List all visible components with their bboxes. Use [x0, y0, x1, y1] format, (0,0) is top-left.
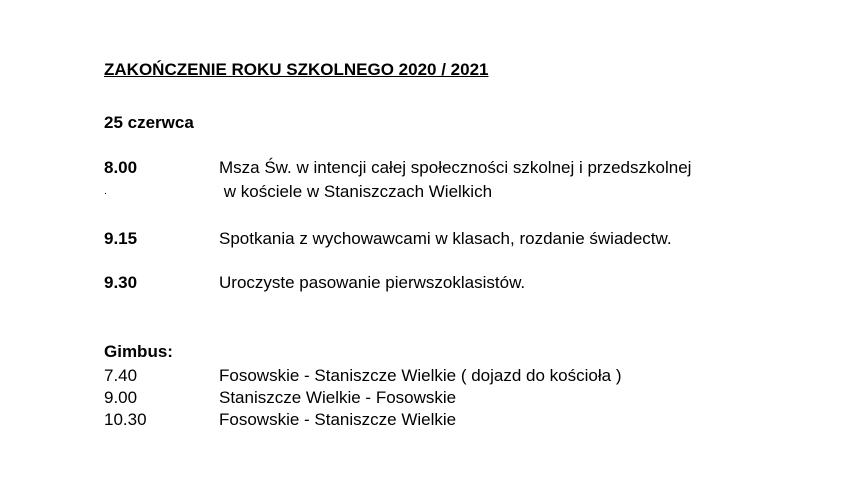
schedule-desc-3: Uroczyste pasowanie pierwszoklasistów.: [219, 273, 526, 292]
list-marker: .: [104, 186, 107, 197]
event-date: 25 czerwca: [104, 113, 194, 132]
bus-route-3: Fosowskie - Staniszcze Wielkie: [219, 410, 457, 429]
schedule-desc-1-line2: [219, 180, 492, 204]
schedule-time-1: 8.00: [104, 158, 138, 177]
schedule-desc-2: Spotkania z wychowawcami w klasach, rozdanie świadectw.: [219, 229, 672, 248]
bus-time-3: 10.30: [104, 410, 147, 429]
bus-route-2: Staniszcze Wielkie - Fosowskie: [219, 388, 457, 407]
schedule-time-3: 9.30: [104, 273, 138, 292]
schedule-desc-1-line1: Msza Św. w intencji całej społeczności szkolnej i przedszkolnej: [219, 158, 692, 177]
schedule-desc-1-line2-text: w kościele w Staniszczach Wielkich: [223, 182, 493, 201]
bus-section-title: Gimbus:: [104, 342, 173, 361]
bus-time-2: 9.00: [104, 388, 138, 407]
bus-time-1: 7.40: [104, 366, 138, 385]
bus-route-1: Fosowskie - Staniszcze Wielkie ( dojazd do kościoła ): [219, 366, 622, 385]
document-title: ZAKOŃCZENIE ROKU SZKOLNEGO 2020 / 2021: [104, 60, 489, 79]
schedule-time-2: 9.15: [104, 229, 138, 248]
